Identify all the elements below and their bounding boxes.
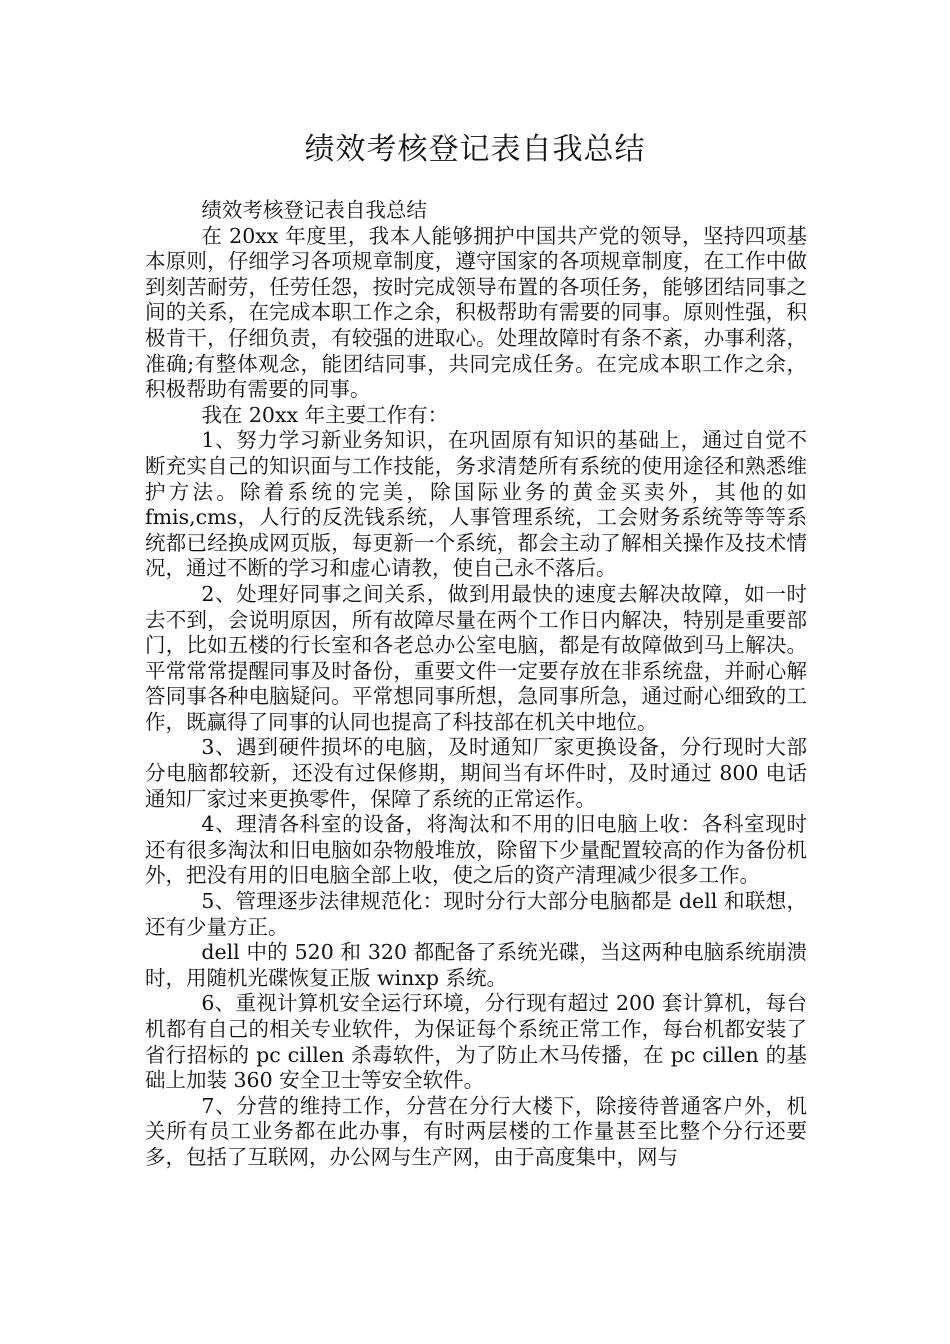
- paragraph-item-1: 1、努力学习新业务知识，在巩固原有知识的基础上，通过自觉不断充实自己的知识面与工作技能，务求清楚所有系统的使用途径和熟悉维护方法。除着系统的完美，除国际业务的黄金买卖外，其他的如 fmis,cms，人行的反洗钱系统，人事管理系统，工会财务系统等等等系统都已经换成网页版，每更新一个系统，都会主动了解相关操作及技术情况，通过不断的学习和虚心请教，使自己永不落后。: [145, 428, 807, 581]
- document-body: [145, 198, 807, 1171]
- paragraph-item-3: 3、遇到硬件损坏的电脑，及时通知厂家更换设备，分行现时大部分电脑都较新，还没有过保修期，期间当有坏件时，及时通过 800 电话通知厂家过来更换零件，保障了系统的正常运作。: [145, 735, 807, 811]
- paragraph-intro: 在 20xx 年度里，我本人能够拥护中国共产党的领导，坚持四项基本原则，仔细学习各项规章制度，遵守国家的各项规章制度，在工作中做到刻苦耐劳，任劳任怨，按时完成领导布置的各项任务，能够团结同事之间的关系，在完成本职工作之余，积极帮助有需要的同事。原则性强，积极肯干，仔细负责，有较强的进取心。处理故障时有条不紊，办事利落，准确;有整体观念，能团结同事，共同完成任务。在完成本职工作之余，积极帮助有需要的同事。: [145, 223, 807, 402]
- paragraph-item-5: 5、管理逐步法律规范化：现时分行大部分电脑都是 dell 和联想，还有少量方正。: [145, 889, 807, 939]
- paragraph-item-4: 4、理清各科室的设备，将淘汰和不用的旧电脑上收：各科室现时还有很多淘汰和旧电脑如杂物般堆放，除留下少量配置较高的作为备份机外，把没有用的旧电脑全部上收，使之后的资产清理减少很多工作。: [145, 812, 807, 888]
- paragraph-subtitle: 绩效考核登记表自我总结: [201, 198, 427, 222]
- paragraph-item-6: 6、重视计算机安全运行环境，分行现有超过 200 套计算机，每台机都有自己的相关专业软件，为保证每个系统正常工作，每台机都安装了省行招标的 pc cillen 杀毒软件，为了防止木马传播，在 pc cillen 的基础上加装 360 安全卫士等安全软件。: [145, 991, 807, 1093]
- document-title: 绩效考核登记表自我总结: [304, 132, 646, 167]
- paragraph-work-heading: 我在 20xx 年主要工作有：: [201, 402, 449, 427]
- paragraph-item-5-detail: dell 中的 520 和 320 都配备了系统光碟，当这两种电脑系统崩溃时，用随机光碟恢复正版 winxp 系统。: [145, 940, 807, 990]
- paragraph-item-2: 2、处理好同事之间关系，做到用最快的速度去解决故障，如一时去不到，会说明原因，所有故障尽量在两个工作日内解决，特别是重要部门，比如五楼的行长室和各老总办公室电脑，都是有故障做到马上解决。平常常常提醒同事及时备份，重要文件一定要存放在非系统盘，并耐心解答同事各种电脑疑问。平常想同事所想，急同事所急，通过耐心细致的工作，既赢得了同事的认同也提高了科技部在机关中地位。: [145, 581, 807, 734]
- paragraph-item-7: 7、分营的维持工作，分营在分行大楼下，除接待普通客户外，机关所有员工业务都在此办事，有时两层楼的工作量甚至比整个分行还要多，包括了互联网，办公网与生产网，由于高度集中，网与: [145, 1093, 807, 1169]
